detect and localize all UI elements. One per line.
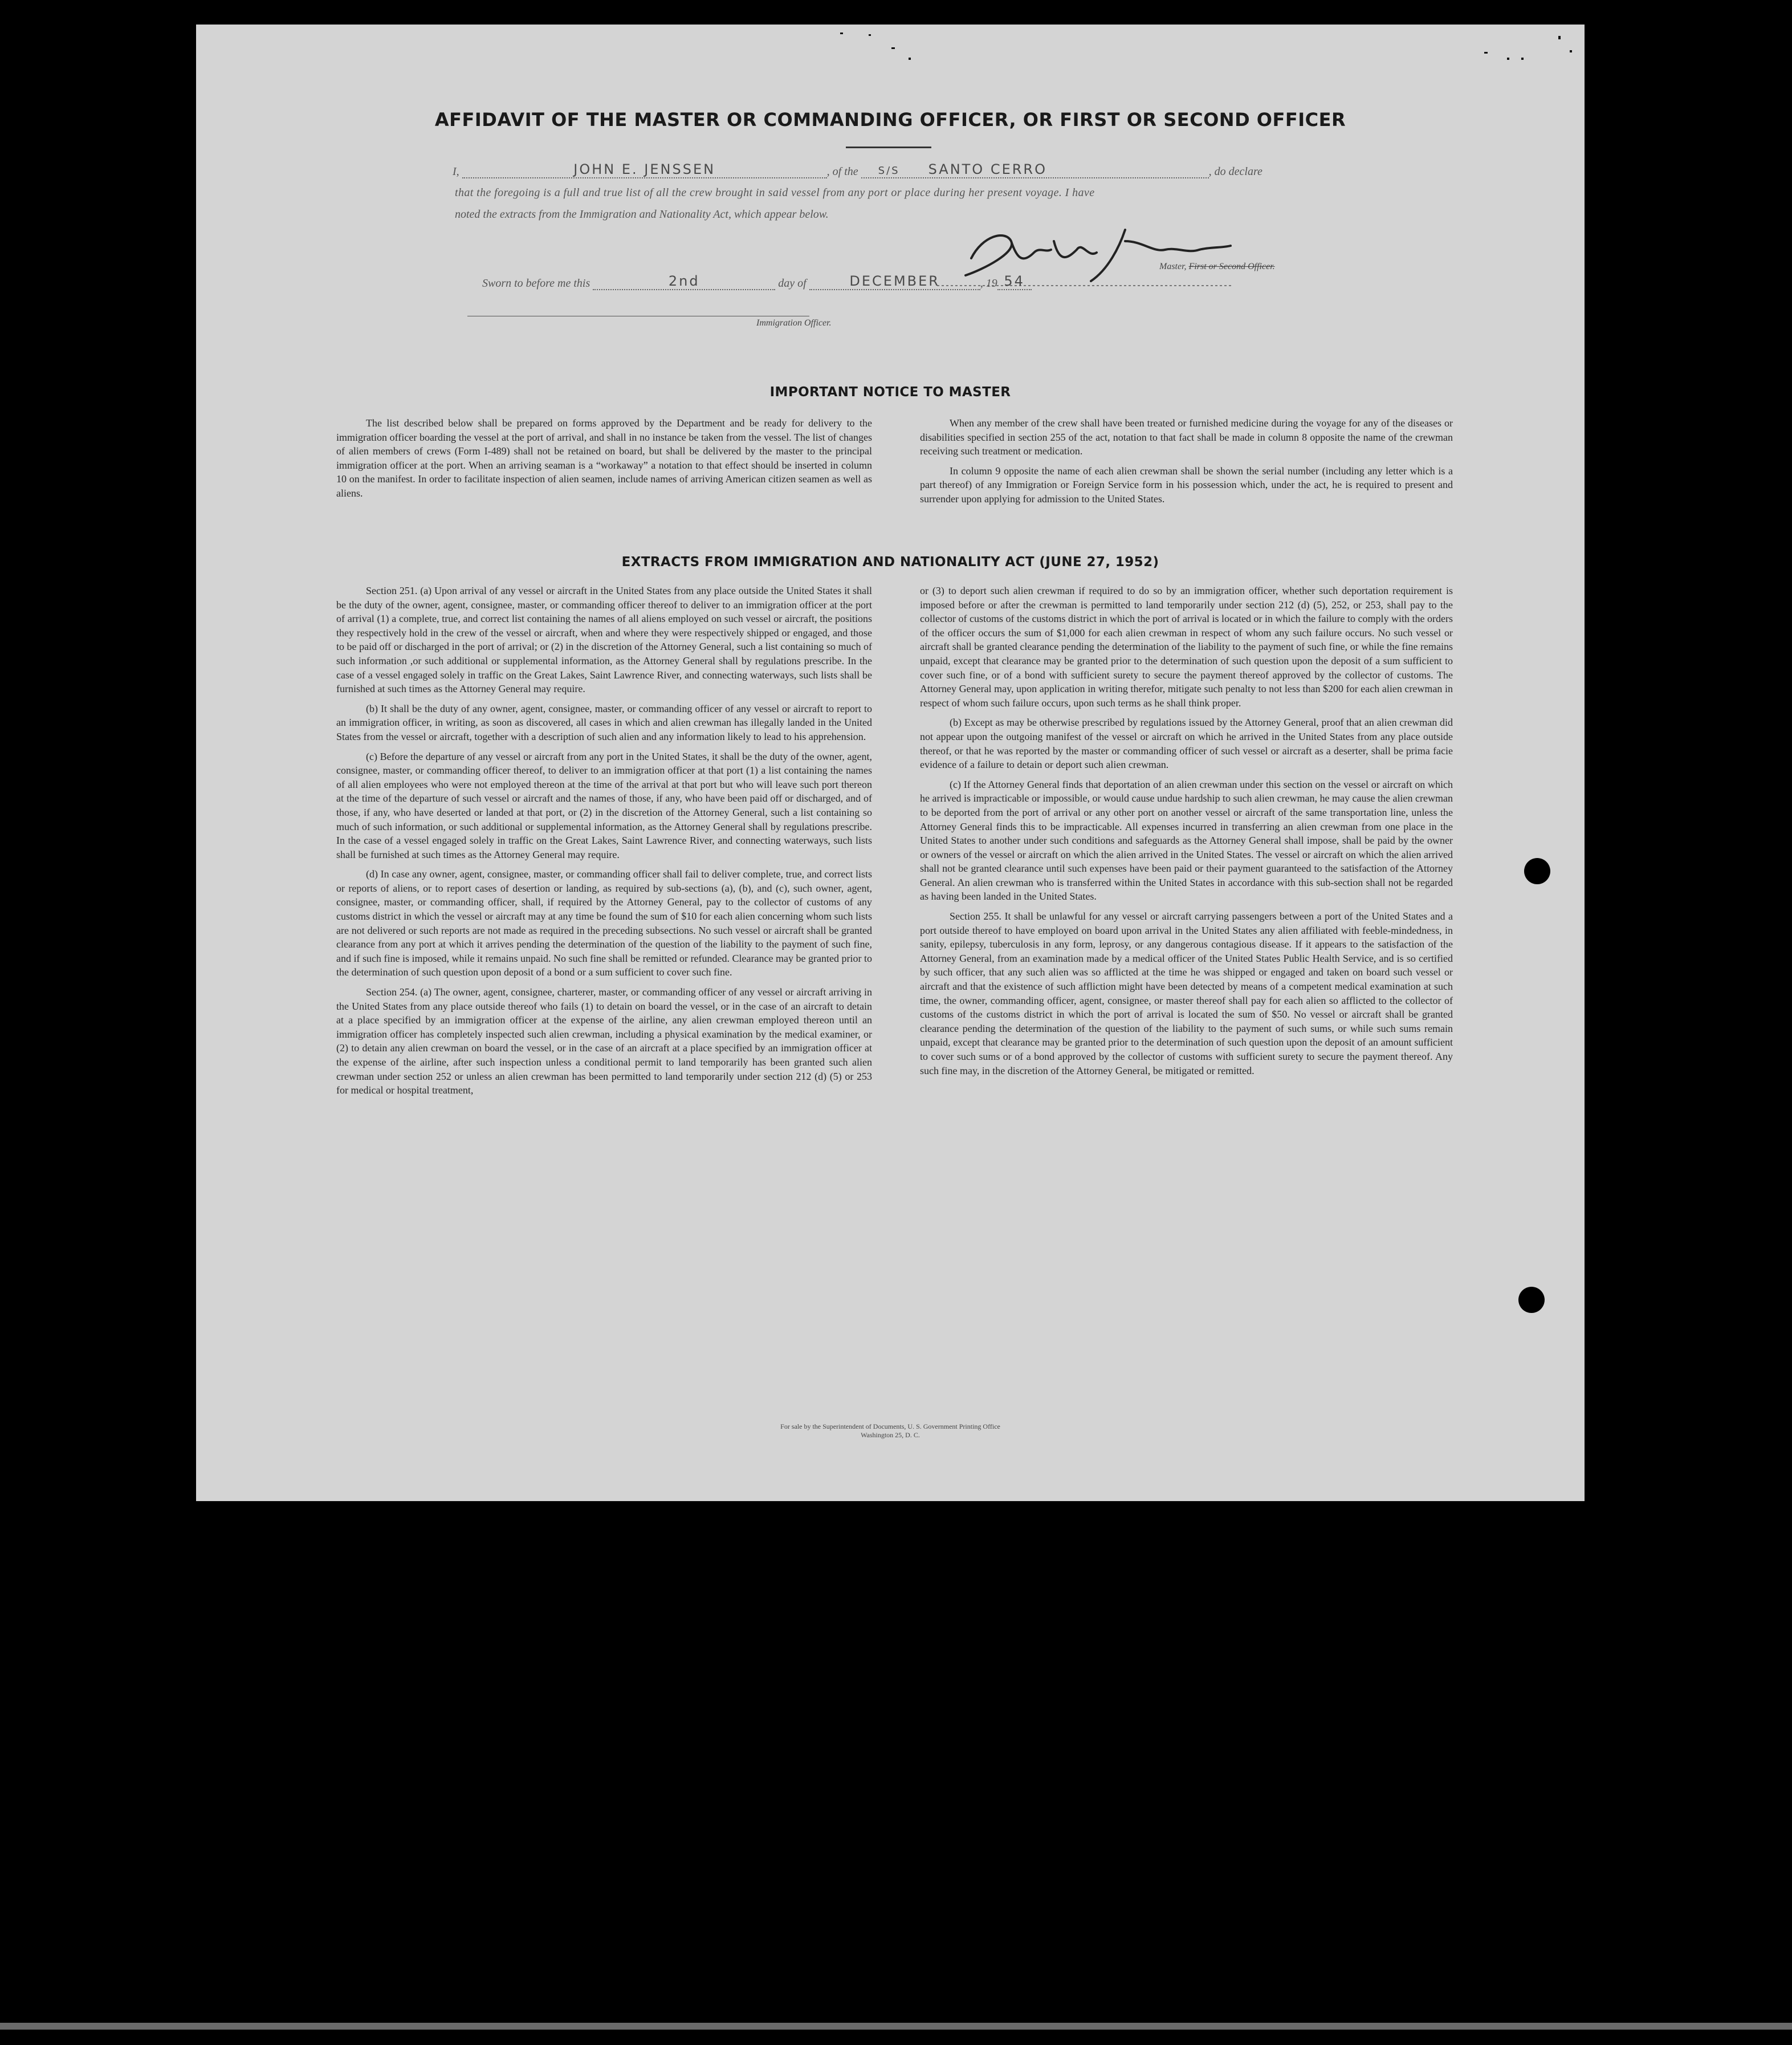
scan-speck [869,34,871,36]
vessel-name: SANTO CERRO [928,161,1047,177]
year-value: 54 [1004,273,1025,289]
master-name: JOHN E. JENSSEN [573,161,716,177]
footer-line-1: For sale by the Superintendent of Documents, U. S. Government Printing Office [780,1422,1000,1430]
scan-speck [909,58,911,60]
extracts-right-column [920,584,1453,1083]
immigration-officer-caption: Immigration Officer. [756,318,832,328]
extract-paragraph: or (3) to deport such alien crewman if required to do so by an immigration officer, whether such deportation requirement is imposed before or after the crewman is permitted to land temporarily under section 212 (d) (5), 252, or 253, shall pay to the collector of customs of the customs district in which the port of arrival is located or in which the failure to comply with the orders of the officer occurs the sum of $1,000 for each alien crewman in respect of whom any such failure occurs. No such vessel or aircraft shall be granted clearance pending the determination of the liability to the payment of such fine, or while the fine remains unpaid, except that clearance may be granted prior to the determination of such question upon the deposit of a sum sufficient to cover such fine, or of a bond with sufficient surety to secure the payment thereof approved by the collector of customs. The Attorney General may, upon application in writing therefor, mitigate such penalty to not less than $200 for each alien crewman in respect of whom such failure occurs, upon such terms as he shall think proper. [920,585,1453,709]
declare-label: , do declare [1208,165,1262,178]
title-underline [846,147,931,148]
month-value: DECEMBER [849,273,940,289]
notice-left-text: The list described below shall be prepared on forms approved by the Department and be ready for delivery to the immigration officer boarding the vessel at the port of arrival, and shall in no instance be taken from the vessel. The list of changes of alien members of crews (Form I-489) shall not be retained on board, but shall be delivered by the master to the principal immigration officer at the port. When an arriving seaman is a “workaway” a notation to that effect should be inserted in column 10 on the manifest. In order to facilitate inspection of alien seamen, include names of arriving American citizen seamen as well as aliens. [336,417,872,499]
footer-line-2: Washington 25, D. C. [861,1431,920,1439]
declaration-line-1 [453,161,1536,178]
punch-hole-upper [1524,858,1550,884]
vessel-prefix: S/S [878,165,900,177]
extract-paragraph: (c) Before the departure of any vessel or aircraft from any port in the United States, it shall be the duty of the owner, agent, consignee, master, or commanding officer thereof, to deliver to an immigration officer at that port (1) a list containing the names of all alien employees who were not employed thereon at the time of the arrival at that port but who will leave such port thereon at the time of the departure of such vessel or aircraft and the names of those, if any, who have been paid off or discharged, and of those, if any, who have deserted or landed at that port, or (2) in the discretion of the Attorney General, such a list containing so much of such information, or such additional or supplemental information, as the Attorney General shall by regulations prescribe. In the case of a vessel engaged solely in traffic on the Great Lakes, Saint Lawrence River, and connecting waterways, such lists shall be furnished at such times as the Attorney General may require. [336,750,872,860]
day-value: 2nd [668,273,700,289]
extract-paragraph: Section 251. (a) Upon arrival of any vessel or aircraft in the United States from any place outside the United States it shall be the duty of the owner, agent, consignee, master, or commanding officer thereof to deliver to an immigration officer at the port of arrival (1) a complete, true, and correct list containing the names of all aliens employed on such vessel or aircraft, the positions they respectively hold in the crew of the vessel or aircraft, when and where they were respectively shipped or engaged, and those to be paid off or discharged in the port of arrival; or (2) in the discretion of the Attorney General, such a list containing so much of such information ,or such additional or supplemental information, as the Attorney General shall by regulations prescribe. In the case of a vessel engaged solely in traffic on the Great Lakes, Saint Lawrence River, and connecting waterways, such lists shall be furnished at such times as the Attorney General may require. [336,585,872,695]
notice-left-column [336,416,872,506]
declaration-line-3: noted the extracts from the Immigration and Nationality Act, which appear below. [455,208,829,221]
notice-right-paragraph-1: When any member of the crew shall have been treated or furnished medicine during the voyage for any of the diseases or disabilities specified in section 255 of the act, notation to that fact shall be made in column 8 opposite the name of the crewman receiving such treatment or medication. [920,417,1453,457]
extracts-left-column [336,584,872,1103]
declaration-line-2: that the foregoing is a full and true list of all the crew brought in said vessel from any port or place during her present voyage. I have [455,186,1095,199]
printing-office-footer [196,1422,1585,1440]
affidavit-sheet [196,25,1585,1501]
notice-heading: IMPORTANT NOTICE TO MASTER [769,385,1011,400]
notice-right-paragraph-2: In column 9 opposite the name of each alien crewman shall be shown the serial number (including any letter which is a part thereof) of any Immigration or Foreign Service form in his possession which, under the act, he is required to present and surrender upon applying for admission to the United States. [920,465,1453,505]
scan-speck [1484,52,1488,54]
vessel-field [861,161,1209,178]
of-the-label: , of the [826,165,858,178]
extract-paragraph: (b) Except as may be otherwise prescribed by regulations issued by the Attorney General, proof that an alien crewman did not appear upon the outgoing manifest of the vessel or aircraft on which he arrived in the United States from any place outside thereof, or that he was reported by the master or commanding officer of such vessel or aircraft as a deserter, shall be prima facie evidence of a failure to detain or deport such alien crewman. [920,717,1453,771]
extract-paragraph: Section 255. It shall be unlawful for any vessel or aircraft carrying passengers between a port of the United States and a port outside thereof to have employed on board upon arrival in the United States any alien affiliated with feeble-mindedness, in sanity, epilepsy, tuberculosis in any form, leprosy, or any dangerous contagious disease. If it appears to the satisfaction of the Attorney General, from an examination made by a medical officer of the United States Public Health Service, and is so certified by such officer, that any such alien was so afflicted at the time he was shipped or engaged and taken on board such vessel or aircraft and that the existence of such affliction might have been detected by means of a competent medical examination at such time, the owner, commanding officer, agent, consignee, or master thereof shall pay for each alien so afflicted to the collector of customs of the customs district in which the port of arrival is located the sum of $50. No vessel or aircraft shall be granted clearance pending the determination of the question of the liability to the payment of such sums, or while such sums remain unpaid, except that clearance may be granted prior to the determination of such question upon the deposit of an amount sufficient to cover such sums or of a bond approved by the collector of customs with sufficient surety to secure the payment thereof. Any such fine may, in the discretion of the Attorney General, be mitigated or remitted. [920,910,1453,1076]
day-field [593,273,775,290]
sworn-label: Sworn to before me this [482,277,590,290]
scan-speck [1570,50,1572,52]
affidavit-title: AFFIDAVIT OF THE MASTER OR COMMANDING OFFICER, OR FIRST OR SECOND OFFICER [434,109,1346,131]
month-field [809,273,980,290]
scan-speck [840,32,843,34]
year-prefix: , 19 [980,277,997,290]
notice-right-column [920,416,1453,512]
scan-speck [891,47,895,49]
scan-speck [1521,58,1524,60]
extract-paragraph: Section 254. (a) The owner, agent, consignee, charterer, master, or commanding officer of any vessel or aircraft arriving in the United States from any place outside thereof who fails (1) to detain on board the vessel, or in the case of an aircraft to detain at a place specified by an immigration officer at the expense of the airline, any alien crewman employed thereon until an immigration officer has completely inspected such alien crewman, including a physical examination by the medical examiner, or (2) to detain any alien crewman on board the vessel, or in the case of an aircraft at a place specified by an immigration officer at the expense of the airline, after such inspection unless a conditional permit to land temporarily has been granted such alien crewman under section 252 or unless an alien crewman has been permitted to land temporarily under section 212 (d) (5) or 253 for medical or hospital treatment, [336,986,872,1096]
extract-paragraph: (c) If the Attorney General finds that deportation of an alien crewman under this section on the vessel or aircraft on which he arrived is impracticable or impossible, or would cause undue hardship to such alien crewman, he may cause the alien crewman to be deported from the port of arrival or any other port on another vessel or aircraft of the same transportation line, unless the Attorney General finds this to be impracticable. All expenses incurred in transferring an alien crewman from one place in the United States to another under such conditions and safeguards as the Attorney General shall impose, shall be paid by the owner or owners of the vessel or aircraft on which the alien arrived in the United States. The vessel or aircraft on which the alien arrived shall not be granted clearance until such expenses have been paid or their payment guaranteed to the satisfaction of the Attorney General. An alien crewman who is transferred within the United States in accordance with this sub-section shall not be regarded as having been landed in the United States. [920,778,1453,902]
name-field [462,161,827,178]
scan-speck [1558,36,1561,39]
day-of-label: day of [778,277,807,290]
punch-hole-lower [1518,1287,1545,1313]
sworn-line [482,273,1565,290]
scan-speck [1507,58,1509,60]
master-caption [1159,262,1275,272]
extract-paragraph: (b) It shall be the duty of any owner, agent, consignee, master, or commanding officer of any vessel or aircraft to report to an immigration officer, in writing, as soon as discovered, all cases in which and alien crewman has illegally landed in the United States from the vessel or aircraft, together with a description of such alien and any information likely to lead to his apprehension. [336,702,872,742]
extracts-heading: EXTRACTS FROM IMMIGRATION AND NATIONALITY ACT (JUNE 27, 1952) [621,555,1159,570]
master-label: Master, [1159,262,1187,271]
extract-paragraph: (d) In case any owner, agent, consignee, master, or commanding officer shall fail to deliver complete, true, and correct lists or reports of aliens, or to report cases of desertion or landing, as required by sub-sections (a), (b), and (c), such owner, agent, consignee, master, or commanding officer, shall, if required by the Attorney General, pay to the collector of customs of any customs district in which the vessel or aircraft may at any time be found the sum of $10 for each alien concerning whom such lists are not delivered or such reports are not made as required in the preceding subsections. No such vessel or aircraft shall be granted clearance from any port at which it arrives pending the determination of the question of the liability to the payment of such fine, and if such fine is imposed, while it remains unpaid. No such fine shall be remitted or refunded. Clearance may be granted prior to the determination of such question upon deposit of a bond or a sum sufficient to cover such fine. [336,868,872,978]
scan-bottom-edge [0,2023,1792,2030]
i-label: I, [453,165,459,178]
year-field [997,273,1032,290]
struck-officer-label: First or Second Officer. [1188,262,1275,271]
